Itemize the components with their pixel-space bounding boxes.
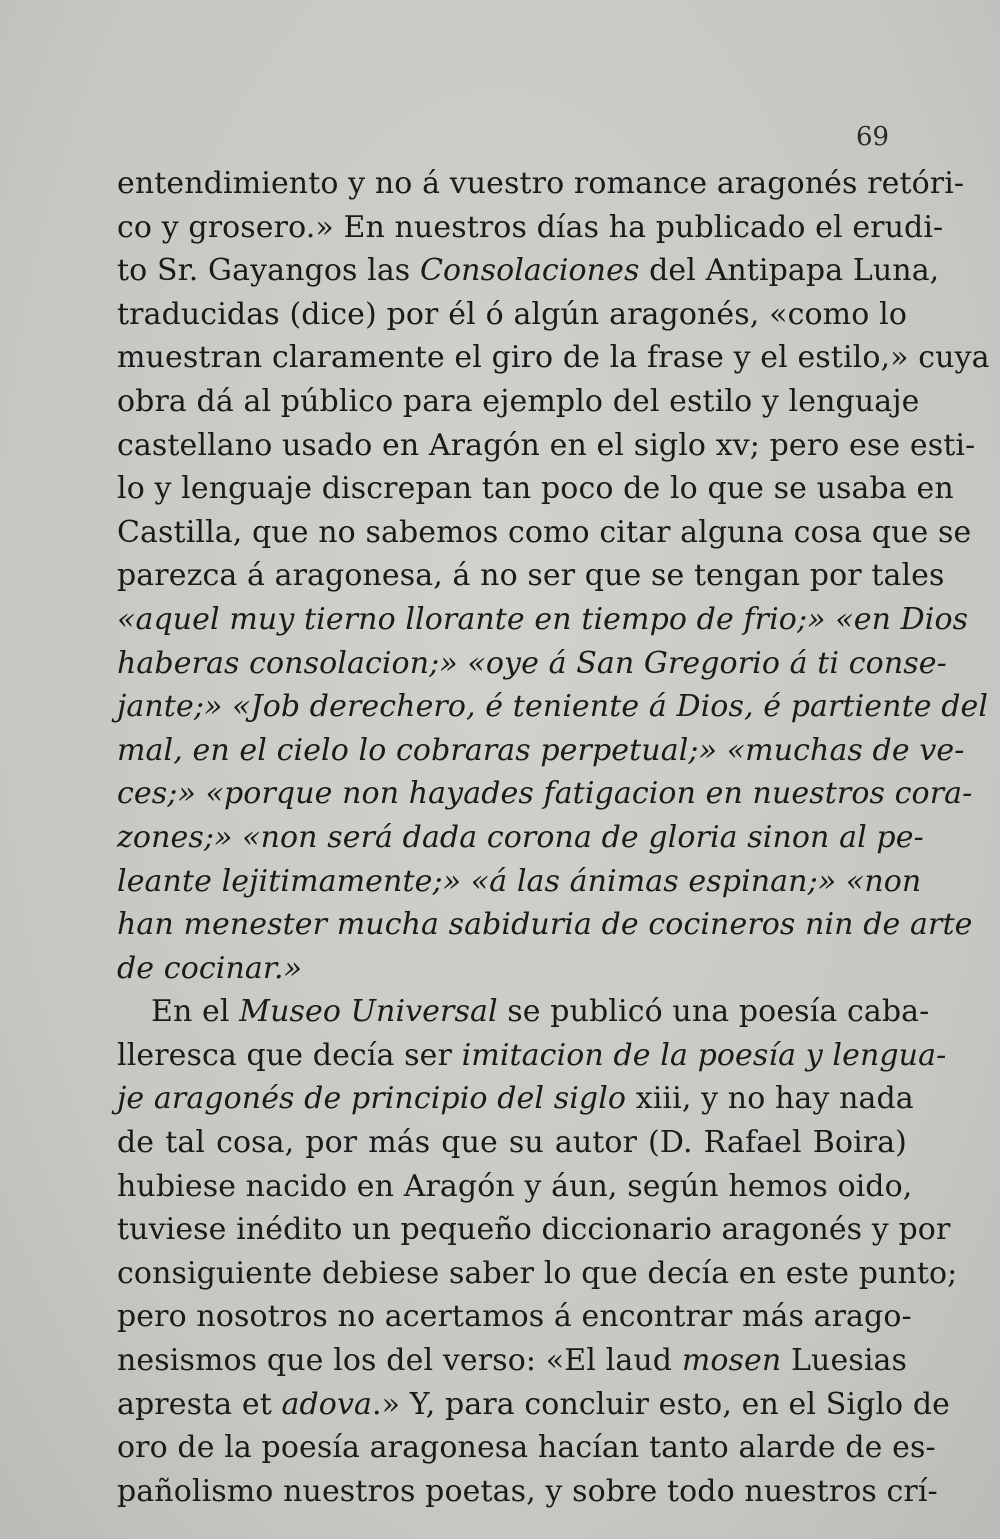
text-line: [117, 903, 973, 947]
text-span: co y grosero.» En nuestros días ha publicado el erudi-: [117, 209, 944, 245]
text-line: [117, 1165, 913, 1209]
italic-text: je aragonés de principio del siglo: [117, 1081, 627, 1117]
italic-text: Museo Universal: [239, 994, 498, 1030]
text-line: [117, 1034, 947, 1078]
text-span: to Sr. Gayangos las: [117, 253, 420, 289]
text-line: [117, 554, 945, 598]
text-line: [117, 206, 944, 250]
text-line: [117, 1121, 907, 1165]
text-line: [117, 860, 922, 904]
italic-text: ces;» «porque non hayades fatigacion en nuestros cora-: [117, 776, 973, 812]
text-line: [117, 1208, 951, 1252]
text-line: [117, 249, 940, 293]
italic-text: adova: [281, 1386, 373, 1422]
text-span: parezca á aragonesa, á no ser que se tengan por tales: [117, 558, 945, 594]
italic-text: mal, en el cielo lo cobraras perpetual;» «muchas de ve-: [117, 732, 965, 768]
text-line: [117, 336, 990, 380]
text-line: [117, 467, 954, 511]
text-line: [117, 1252, 958, 1296]
italic-text: mosen: [681, 1343, 782, 1379]
italic-text: leante lejitimamente;» «á las ánimas espinan;» «non: [117, 863, 922, 899]
text-line: [117, 424, 976, 468]
text-span: Castilla, que no sabemos como citar alguna cosa que se: [117, 514, 972, 550]
italic-text: han menester mucha sabiduria de cocineros nin de arte: [117, 907, 973, 943]
text-line: [117, 162, 965, 206]
text-span: oro de la poesía aragonesa hacían tanto alarde de es-: [117, 1430, 936, 1466]
text-line: [117, 1470, 938, 1514]
italic-text: zones;» «non será dada corona de gloria sinon al pe-: [117, 819, 924, 855]
text-line: [117, 685, 989, 729]
text-line: [117, 380, 920, 424]
text-span: En el: [151, 994, 240, 1030]
italic-text: imitacion de la poesía y lengua-: [461, 1037, 947, 1073]
text-line: [117, 729, 965, 773]
text-span: pañolismo nuestros poetas, y sobre todo nuestros crí-: [117, 1473, 938, 1509]
text-span: obra dá al público para ejemplo del estilo y lenguaje: [117, 383, 920, 419]
text-span: se publicó una poesía caba-: [497, 994, 930, 1030]
text-span: lo y lenguaje discrepan tan poco de lo que se usaba en: [117, 471, 954, 507]
text-line: [117, 1295, 912, 1339]
text-span: Luesias: [781, 1343, 907, 1379]
text-line: [117, 1339, 907, 1383]
text-line: [117, 511, 972, 555]
text-line: [117, 642, 947, 686]
text-line: [117, 772, 973, 816]
text-line: [117, 1383, 951, 1427]
body-text: [117, 162, 990, 1513]
text-span: del Antipapa Luna,: [639, 253, 940, 289]
text-span: lleresca que decía ser: [117, 1037, 462, 1073]
italic-text: jante;» «Job derechero, é teniente á Dios, é partiente del: [117, 689, 989, 725]
text-span: xiii, y no hay nada: [626, 1081, 914, 1117]
text-span: nesismos que los del verso: «El laud: [117, 1343, 682, 1379]
text-span: hubiese nacido en Aragón y áun, según hemos oido,: [117, 1168, 913, 1204]
italic-text: de cocinar.»: [117, 950, 303, 986]
italic-text: Consolaciones: [419, 253, 640, 289]
italic-text: haberas consolacion;» «oye á San Gregorio á ti conse-: [117, 645, 947, 681]
text-span: castellano usado en Aragón en el siglo xv; pero ese esti-: [117, 427, 976, 463]
text-span: consiguiente debiese saber lo que decía en este punto;: [117, 1255, 958, 1291]
text-span: pero nosotros no acertamos á encontrar más arago-: [117, 1299, 912, 1335]
text-span: .» Y, para concluir esto, en el Siglo de: [372, 1386, 951, 1422]
text-line: [117, 816, 924, 860]
text-span: traducidas (dice) por él ó algún aragonés, «como lo: [117, 296, 907, 332]
text-span: muestran claramente el giro de la frase y el estilo,» cuya: [117, 340, 990, 376]
text-line: [117, 598, 969, 642]
text-span: tuviese inédito un pequeño diccionario aragonés y por: [117, 1212, 951, 1248]
text-line: [117, 947, 907, 991]
text-line: [117, 990, 930, 1034]
text-line: [117, 1426, 936, 1470]
text-span: de tal cosa, por más que su autor (D. Rafael Boira): [117, 1125, 907, 1161]
text-line: [117, 1077, 914, 1121]
text-span: entendimiento y no á vuestro romance aragonés retóri-: [117, 166, 965, 201]
page-number: 69: [856, 122, 890, 152]
text-span: apresta et: [117, 1386, 282, 1422]
italic-text: «aquel muy tierno llorante en tiempo de frio;» «en Dios: [117, 601, 969, 637]
text-line: [117, 293, 907, 337]
